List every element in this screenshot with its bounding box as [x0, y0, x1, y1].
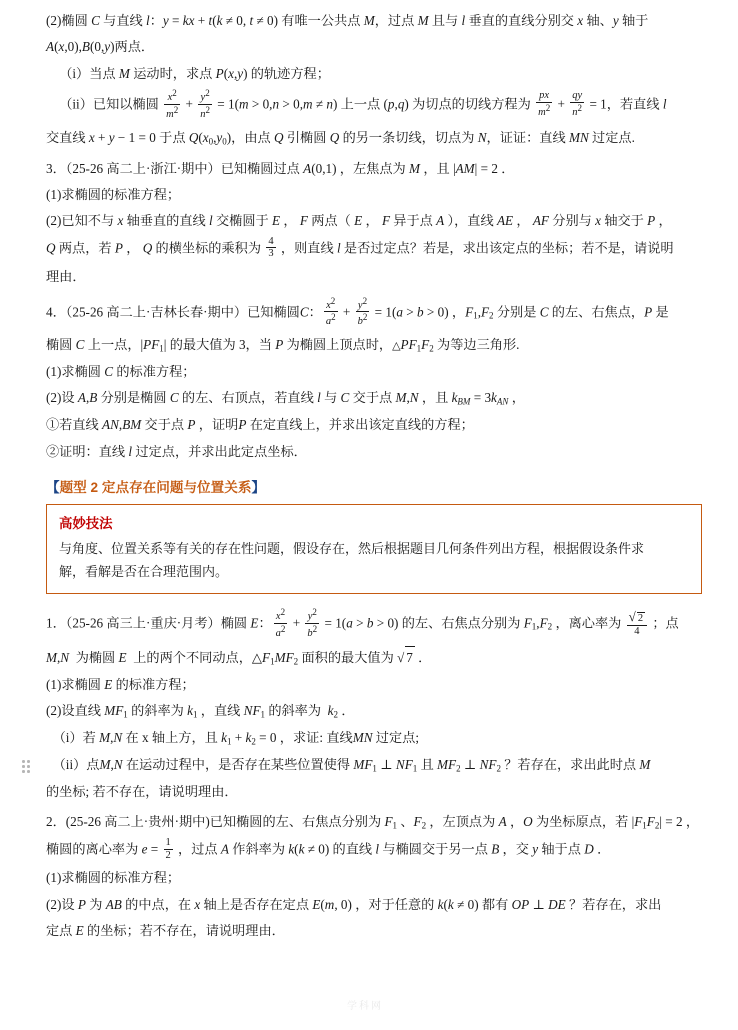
paragraph-line: 交直线 x + y − 1 = 0 于点 $Q(x_0,y_0)$，由点 Q 引椭圆 Q 的另一条切线，切点为 N，证证：直线 MN 过定点.	[46, 129, 635, 146]
paragraph-line: (1)求椭圆 E 的标准方程；	[46, 676, 195, 692]
technique-callout-box	[46, 504, 702, 595]
paragraph-line: 1．（25-26 高三上·重庆·月考）椭圆 E： $\frac{x^2}{a^2}$ + $\frac{y^2}{b^2}$ = 1(a > b > 0) 的左、右焦点分别为 $F_1,F_2$ ，离心率为 √ $\frac{2}{4}$ ；点	[46, 608, 702, 641]
paragraph-line: ①若直线 AN,BM 交于点 P ，证明P 在定直线上，并求出该定直线的方程；	[46, 417, 474, 433]
paragraph-line: 3．（25-26 高二上·浙江·期中）已知椭圆过点 A(0,1) ，左焦点为 M ，且 |AM| = 2 ．	[46, 160, 515, 176]
paragraph-line: 理由．	[46, 269, 86, 285]
paragraph-line: Q 两点，若 P ， Q 的横坐标的乘积为 $\frac{4}{3}$ ，则直线 l 是否过定点？若是，求出该定点的坐标；若不是，请说明	[46, 235, 674, 260]
paragraph-line: （i）当点 M 运动时，求点 P(x,y) 的轨迹方程；	[46, 65, 330, 81]
paragraph-line: (1)求椭圆的标准方程；	[46, 186, 181, 202]
paragraph-line: (2)已知不与 x 轴垂直的直线 l 交椭圆于 E ， F 两点（ E ， F 异于点 A ），直线 AE ， AF 分别与 x 轴交于 P ，	[46, 213, 672, 229]
paragraph-line: A(x,0),B(0,y)两点．	[46, 39, 155, 55]
paragraph-line: (2)设 P 为 AB 的中点，在 x 轴上是否存在定点 E(m, 0) ，对于任意的 k(k ≠ 0) 都有 OP ⊥ DE ？若存在，求出	[46, 896, 662, 912]
drag-handle[interactable]	[22, 760, 31, 778]
paragraph-line: (2)设直线 $MF_1$ 的斜率为 $k_1$ ，直线 $NF_1$ 的斜率为 $k_2$ ．	[46, 703, 355, 720]
paragraph-line: 的坐标; 若不存在，请说明理由．	[46, 783, 238, 799]
watermark: 学科网	[347, 1001, 383, 1012]
paragraph-line: （i）若 M,N 在 x 轴上方，且 $k_1 + k_2 = 0$ ，求证: 直线MN 过定点;	[46, 730, 420, 747]
paragraph-line: 椭圆的离心率为 e = $\frac{1}{2}$ ，过点 A 作斜率为 k(k ≠ 0) 的直线 l 与椭圆交于另一点 B ，交 y 轴于点 D ．	[46, 836, 611, 861]
paragraph-line: 定点 E 的坐标；若不存在，请说明理由．	[46, 923, 285, 939]
heading-bracket-close: 】	[251, 479, 266, 495]
paragraph-line: （ii）点M,N 在运动过程中，是否存在某些位置使得 $MF_1$ ⊥ $NF_1$ 且 $MF_2$ ⊥ $NF_2$ ？若存在，求出此时点 M	[46, 756, 651, 774]
section-heading	[46, 476, 702, 496]
paragraph-line: (1)求椭圆 C 的标准方程；	[46, 363, 196, 379]
paragraph-line: M,N 为椭圆 E 上的两个不同动点，$\triangle F_1MF_2$ 面积的最大值为 √ 7 ．	[46, 646, 702, 669]
heading-label: 题型 2 定点存在问题与位置关系	[59, 479, 252, 495]
callout-body-line-1: 与角度、位置关系等有关的存在性问题，假设存在，然后根据题目几何条件列出方程，根据假设条件求	[59, 540, 645, 556]
paragraph-line: (2)椭圆 C 与直线 l：y = kx + t(k ≠ 0, t ≠ 0) 有唯一公共点 M，过点 M 且与 l 垂直的直线分别交 x 轴、y 轴于	[46, 13, 649, 28]
paragraph-line: （ii）已知以椭圆 $\frac{x^2}{m^2}$ + $\frac{y^2}{n^2}$ = 1(m > 0,n > 0,m ≠ n) 上一点 (p,q) 为切点的切线方程为 $\frac{px}{m^2}$ + $\frac{qy}{n^2}$ = 1，若直线 l	[46, 88, 667, 120]
paragraph-line: (1)求椭圆的标准方程；	[46, 870, 181, 886]
callout-title: 高妙技法	[59, 515, 113, 531]
paragraph-line: 椭圆 C 上一点，$|PF_1|$ 的最大值为 3，当 P 为椭圆上顶点时，$\triangle PF_1F_2$ 为等边三角形.	[46, 337, 520, 354]
heading-bracket-open: 【	[46, 479, 60, 495]
paragraph-line: 2．(25-26 高二上·贵州·期中)已知椭圆的左、右焦点分别为 $F_1$ 、$F_2$ ，左顶点为 A ，O 为坐标原点，若 $|F_1F_2| = 2$ ，	[46, 814, 700, 831]
paragraph-line: 4．（25-26 高二上·吉林长春·期中）已知椭圆C： $\frac{x^2}{a^2}$ + $\frac{y^2}{b^2}$ = 1(a > b > 0) ，$F_1,F_2$ 分别是 C 的左、右焦点，P 是	[46, 295, 669, 328]
paragraph-line: (2)设 A,B 分别是椭圆 C 的左、右顶点，若直线 l 与 C 交于点 M,N ，且 $k_{BM} = 3k_{AN}$ ，	[46, 390, 525, 407]
callout-body-line-2: 解，看解是否在合理范围内。	[59, 563, 229, 579]
paragraph-line: ②证明：直线 l 过定点，并求出此定点坐标．	[46, 443, 307, 459]
